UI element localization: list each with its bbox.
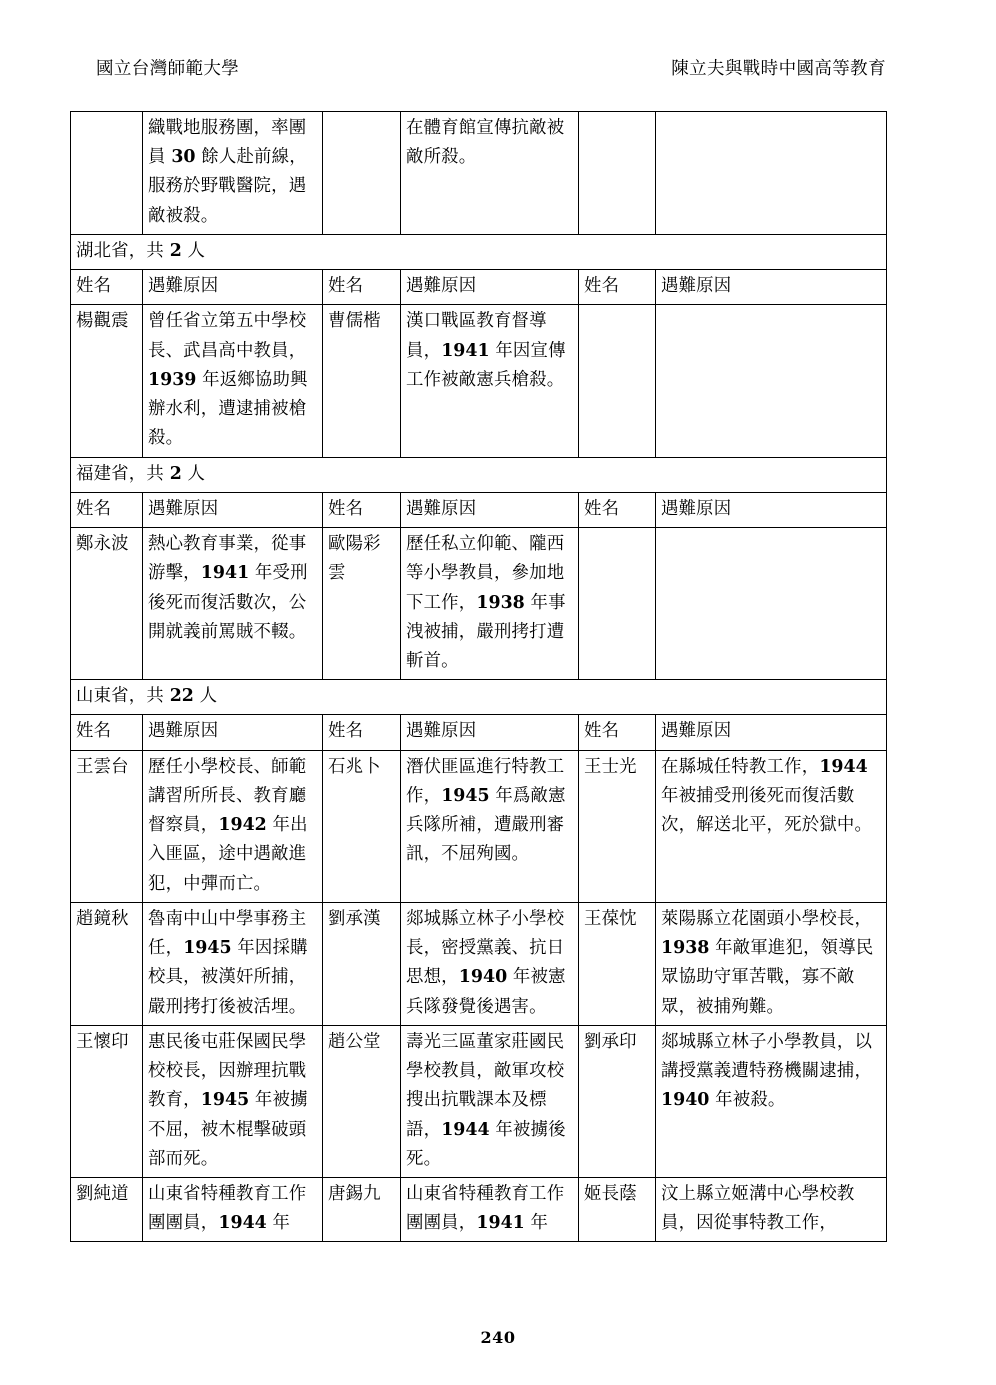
fujian-row-1-reason-2: 歷任私立仰範、隴西等小學教員，參加地下工作，1938 年事洩被捕，嚴刑拷打遭斬首。 bbox=[401, 528, 579, 680]
column-header-name-1-fujian: 姓名 bbox=[71, 492, 143, 527]
shandong-row-1-reason-2: 潛伏匪區進行特教工作，1945 年爲敵憲兵隊所補，遭嚴刑審訊，不屈殉國。 bbox=[401, 750, 579, 902]
section-title-hubei: 湖北省，共 2 人 bbox=[71, 234, 887, 269]
continued-row-name-2 bbox=[323, 112, 401, 235]
section-header-row-shandong bbox=[71, 680, 887, 715]
running-header bbox=[96, 58, 886, 81]
hubei-row-1-name-1: 楊觀震 bbox=[71, 305, 143, 457]
header-institution: 國立台灣師範大學 bbox=[96, 59, 240, 79]
hubei-row-1-reason-1: 曾任省立第五中學校長、武昌高中教員，1939 年返鄉協助興辦水利，遭逮捕被槍殺。 bbox=[143, 305, 323, 457]
section-title-fujian: 福建省，共 2 人 bbox=[71, 457, 887, 492]
column-header-row-hubei bbox=[71, 270, 887, 305]
table-row bbox=[71, 112, 887, 235]
column-header-reason-2-fujian: 遇難原因 bbox=[401, 492, 579, 527]
column-header-reason-2-hubei: 遇難原因 bbox=[401, 270, 579, 305]
column-header-reason-3-hubei: 遇難原因 bbox=[656, 270, 887, 305]
shandong-row-4-reason-1: 山東省特種教育工作團團員，1944 年 bbox=[143, 1177, 323, 1241]
shandong-row-4-reason-3: 汶上縣立姬溝中心學校教員，因從事特教工作， bbox=[656, 1177, 887, 1241]
column-header-name-1-shandong: 姓名 bbox=[71, 715, 143, 750]
header-title: 陳立夫與戰時中國高等教育 bbox=[671, 59, 886, 79]
shandong-row-4-name-1: 劉純道 bbox=[71, 1177, 143, 1241]
hubei-row-1-name-3 bbox=[579, 305, 656, 457]
shandong-row-1-name-3: 王士光 bbox=[579, 750, 656, 902]
shandong-row-2-reason-3: 萊陽縣立花園頭小學校長，1938 年敵軍進犯，領導民眾協助守軍苦戰，寡不敵眾，被捕殉難。 bbox=[656, 902, 887, 1025]
column-header-name-2-shandong: 姓名 bbox=[323, 715, 401, 750]
shandong-row-4-reason-2: 山東省特種教育工作團團員，1941 年 bbox=[401, 1177, 579, 1241]
fujian-row-1-name-3 bbox=[579, 528, 656, 680]
column-header-reason-2-shandong: 遇難原因 bbox=[401, 715, 579, 750]
shandong-row-1-reason-3: 在縣城任特教工作，1944 年被捕受刑後死而復活數次，解送北平，死於獄中。 bbox=[656, 750, 887, 902]
table-row bbox=[71, 305, 887, 457]
column-header-reason-3-fujian: 遇難原因 bbox=[656, 492, 887, 527]
column-header-row-shandong bbox=[71, 715, 887, 750]
table-row bbox=[71, 1177, 887, 1241]
shandong-row-1-name-2: 石兆卜 bbox=[323, 750, 401, 902]
column-header-name-1-hubei: 姓名 bbox=[71, 270, 143, 305]
shandong-row-2-name-1: 趙鏡秋 bbox=[71, 902, 143, 1025]
shandong-row-3-reason-1: 惠民後屯莊保國民學校校長，因辦理抗戰教育，1945 年被擄不屈，被木棍擊破頭部而死。 bbox=[143, 1025, 323, 1177]
column-header-reason-1-shandong: 遇難原因 bbox=[143, 715, 323, 750]
continued-row-name-1 bbox=[71, 112, 143, 235]
continued-row-name-3 bbox=[579, 112, 656, 235]
fujian-row-1-reason-3 bbox=[656, 528, 887, 680]
shandong-row-3-reason-3: 郯城縣立林子小學教員，以講授黨義遭特務機關逮捕，1940 年被殺。 bbox=[656, 1025, 887, 1177]
table-body bbox=[71, 112, 887, 1242]
fujian-row-1-name-1: 鄭永波 bbox=[71, 528, 143, 680]
fujian-row-1-name-2: 歐陽彩雲 bbox=[323, 528, 401, 680]
section-title-shandong: 山東省，共 22 人 bbox=[71, 680, 887, 715]
column-header-name-3-shandong: 姓名 bbox=[579, 715, 656, 750]
casualty-table-wrapper bbox=[70, 111, 886, 1242]
continued-row-reason-1: 織戰地服務團，率團員 30 餘人赴前線，服務於野戰醫院，遇敵被殺。 bbox=[143, 112, 323, 235]
table-row bbox=[71, 902, 887, 1025]
shandong-row-3-name-2: 趙公堂 bbox=[323, 1025, 401, 1177]
hubei-row-1-reason-3 bbox=[656, 305, 887, 457]
column-header-name-3-hubei: 姓名 bbox=[579, 270, 656, 305]
shandong-row-2-reason-2: 郯城縣立林子小學校長，密授黨義、抗日思想，1940 年被憲兵隊發覺後遇害。 bbox=[401, 902, 579, 1025]
section-header-row-fujian bbox=[71, 457, 887, 492]
casualty-table bbox=[70, 111, 887, 1242]
shandong-row-3-name-3: 劉承印 bbox=[579, 1025, 656, 1177]
continued-row-reason-2: 在體育館宣傳抗敵被敵所殺。 bbox=[401, 112, 579, 235]
table-row bbox=[71, 750, 887, 902]
shandong-row-1-name-1: 王雲台 bbox=[71, 750, 143, 902]
shandong-row-2-reason-1: 魯南中山中學事務主任，1945 年因採購校具，被漢奸所捕，嚴刑拷打後被活埋。 bbox=[143, 902, 323, 1025]
shandong-row-3-reason-2: 壽光三區董家莊國民學校教員，敵軍攻校搜出抗戰課本及標語，1944 年被擄後死。 bbox=[401, 1025, 579, 1177]
column-header-row-fujian bbox=[71, 492, 887, 527]
column-header-reason-1-hubei: 遇難原因 bbox=[143, 270, 323, 305]
fujian-row-1-reason-1: 熱心教育事業，從事游擊，1941 年受刑後死而復活數次，公開就義前罵賊不輟。 bbox=[143, 528, 323, 680]
shandong-row-3-name-1: 王懷印 bbox=[71, 1025, 143, 1177]
shandong-row-2-name-3: 王葆忱 bbox=[579, 902, 656, 1025]
column-header-name-2-fujian: 姓名 bbox=[323, 492, 401, 527]
shandong-row-4-name-3: 姬長蔭 bbox=[579, 1177, 656, 1241]
section-header-row-hubei bbox=[71, 234, 887, 269]
column-header-reason-3-shandong: 遇難原因 bbox=[656, 715, 887, 750]
continued-row-reason-3 bbox=[656, 112, 887, 235]
shandong-row-1-reason-1: 歷任小學校長、師範講習所所長、教育廳督察員，1942 年出入匪區，途中遇敵進犯，中彈而亡。 bbox=[143, 750, 323, 902]
hubei-row-1-name-2: 曹儒楷 bbox=[323, 305, 401, 457]
table-row bbox=[71, 1025, 887, 1177]
page-number: 240 bbox=[480, 1328, 516, 1347]
shandong-row-2-name-2: 劉承漢 bbox=[323, 902, 401, 1025]
hubei-row-1-reason-2: 漢口戰區教育督導員，1941 年因宣傳工作被敵憲兵槍殺。 bbox=[401, 305, 579, 457]
column-header-name-2-hubei: 姓名 bbox=[323, 270, 401, 305]
shandong-row-4-name-2: 唐錫九 bbox=[323, 1177, 401, 1241]
table-row bbox=[71, 528, 887, 680]
column-header-name-3-fujian: 姓名 bbox=[579, 492, 656, 527]
column-header-reason-1-fujian: 遇難原因 bbox=[143, 492, 323, 527]
